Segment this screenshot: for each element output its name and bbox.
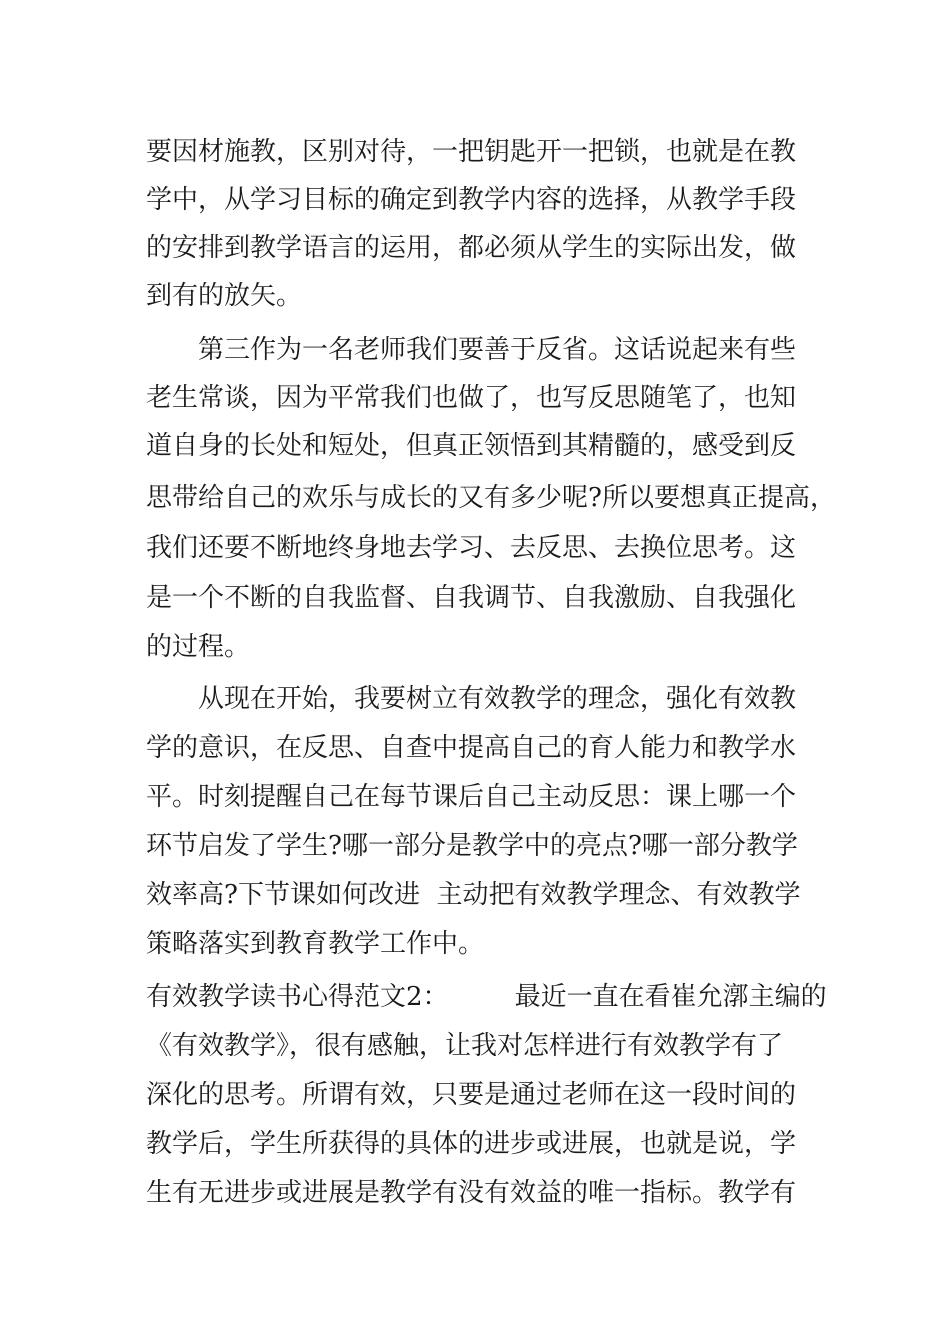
text-line: 的安排到教学语言的运用，都必须从学生的实际出发，做 [146,233,797,263]
text-line: 第三作为一名老师我们要善于反省。这话说起来有些 [198,335,797,365]
text-line: 生有无进步或进展是教学有没有效益的唯一指标。教学有 [146,1178,797,1208]
text-line: 策略落实到教育教学工作中。 [146,929,485,959]
text-line: 我们还要不断地终身地去学习、去反思、去换位思考。这 [146,533,797,563]
text-line: 到有的放矢。 [146,281,303,311]
text-line: 的过程。 [146,632,251,662]
text-line: 道自身的长处和短处，但真正领悟到其精髓的，感受到反 [146,431,797,461]
text-line: 环节启发了学生?哪一部分是教学中的亮点?哪一部分教学 [146,831,798,861]
section-heading-line: 有效教学读书心得范文2： 最近一直在看崔允漷主编的 [146,982,827,1012]
text-line: 深化的思考。所谓有效，只要是通过老师在这一段时间的 [146,1080,797,1110]
text-line: 教学后，学生所获得的具体的进步或进展，也就是说，学 [146,1129,797,1159]
text-line: 思带给自己的欢乐与成长的又有多少呢?所以要想真正提高， [146,483,836,513]
text-line: 学的意识，在反思、自查中提高自己的育人能力和教学水 [146,733,797,763]
text-line: 《有效教学》，很有感触，让我对怎样进行有效教学有了 [146,1031,784,1061]
text-line: 从现在开始，我要树立有效教学的理念，强化有效教 [198,684,797,714]
text-line: 老生常谈，因为平常我们也做了，也写反思随笔了，也知 [146,383,797,413]
text-line: 平。时刻提醒自己在每节课后自己主动反思：课上哪一个 [146,782,797,812]
text-line: 学中，从学习目标的确定到教学内容的选择，从教学手段 [146,185,797,215]
text-line: 是一个不断的自我监督、自我调节、自我激励、自我强化 [146,583,797,613]
text-line: 要因材施教，区别对待，一把钥匙开一把锁，也就是在教 [146,137,797,167]
text-line: 效率高?下节课如何改进 主动把有效教学理念、有效教学 [146,880,801,910]
